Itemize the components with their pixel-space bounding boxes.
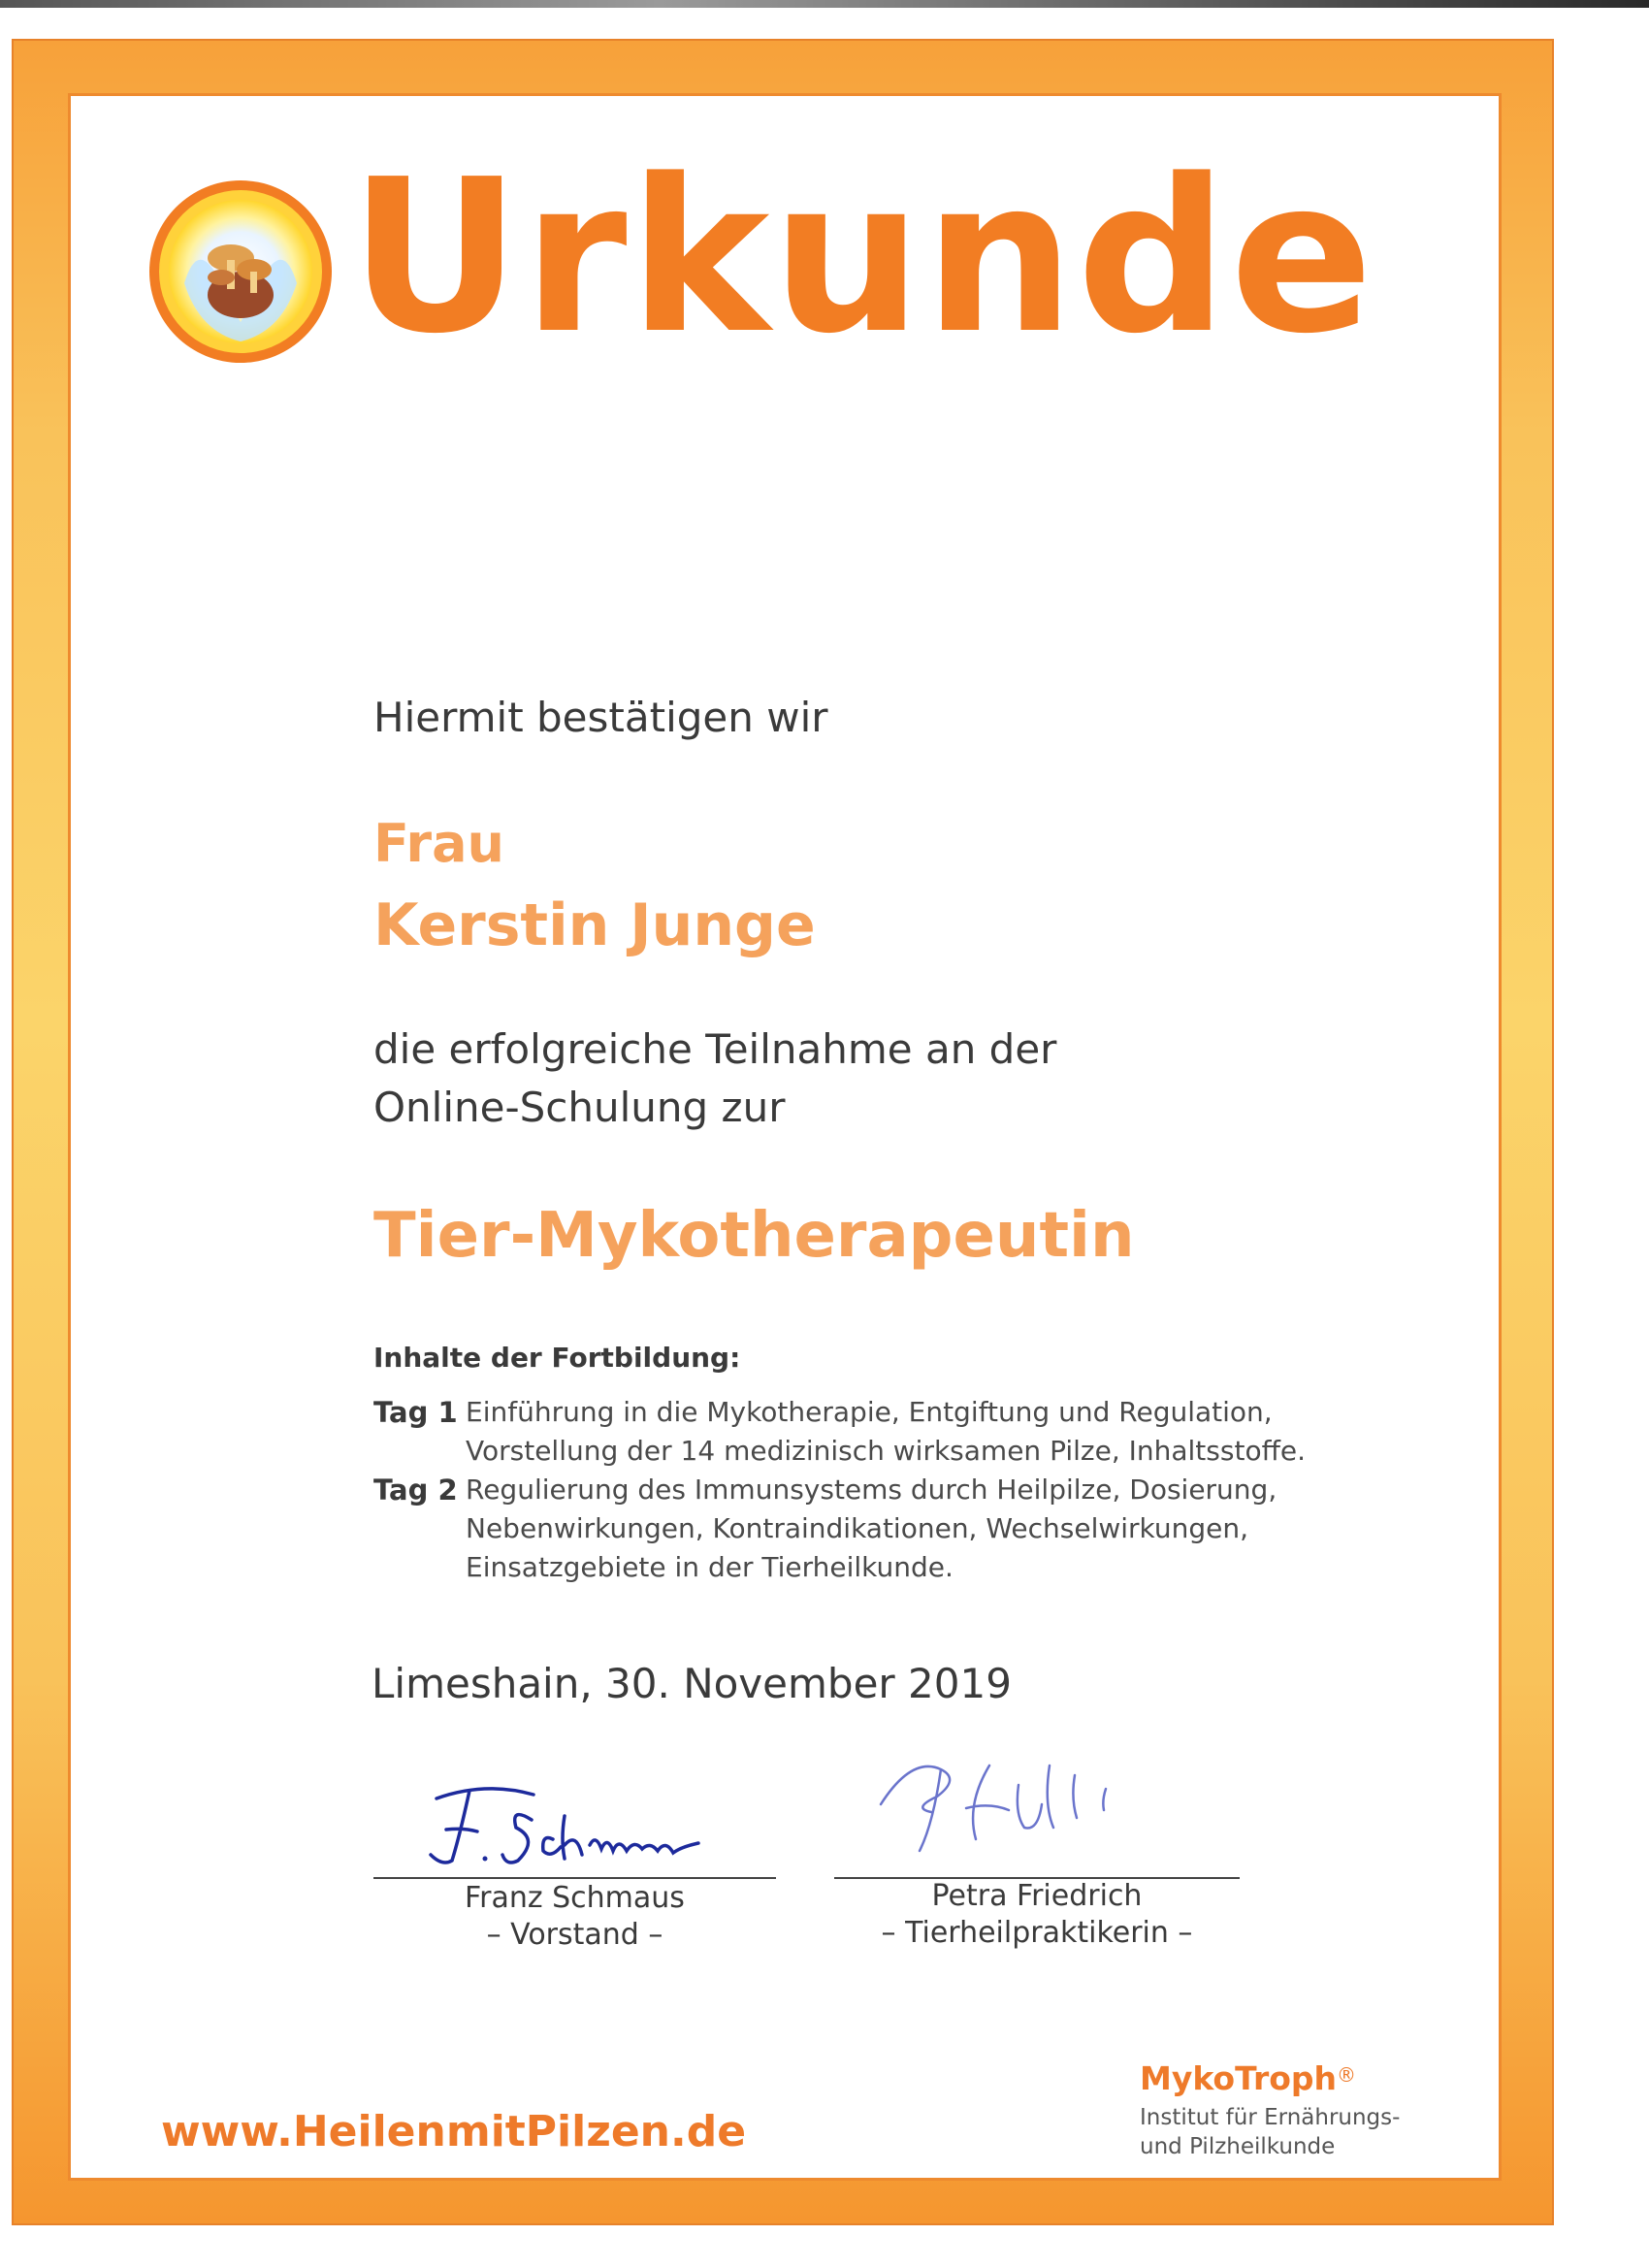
brand-text: MykoTroph xyxy=(1140,2059,1338,2097)
recipient-name: Kerstin Junge xyxy=(373,891,816,959)
participation-line-2: Online-Schulung zur xyxy=(373,1084,786,1131)
participation-line-1: die erfolgreiche Teilnahme an der xyxy=(373,1025,1057,1073)
signatory-1-name: Franz Schmaus xyxy=(465,1881,685,1915)
day-label: Tag 2 xyxy=(373,1474,458,1507)
website-url[interactable]: www.HeilenmitPilzen.de xyxy=(161,2107,747,2156)
registered-mark: ® xyxy=(1337,2063,1357,2087)
day-label: Tag 1 xyxy=(373,1396,458,1429)
signature-franz-schmaus xyxy=(417,1777,737,1874)
signatory-2-name: Petra Friedrich xyxy=(931,1879,1143,1913)
brand-subtitle-line-2: und Pilzheilkunde xyxy=(1140,2134,1336,2159)
contents-heading: Inhalte der Fortbildung: xyxy=(373,1342,741,1374)
signature-petra-friedrich xyxy=(873,1746,1193,1863)
brand-subtitle-line-1: Institut für Ernährungs- xyxy=(1140,2105,1401,2130)
day-content-line: Vorstellung der 14 medizinisch wirksamen Pilze, Inhaltsstoffe. xyxy=(466,1435,1306,1467)
day-content-line: Einführung in die Mykotherapie, Entgiftung und Regulation, xyxy=(466,1396,1273,1428)
certificate-panel xyxy=(68,93,1502,2181)
certificate-title: Urkunde xyxy=(349,135,1375,380)
place-date: Limeshain, 30. November 2019 xyxy=(372,1660,1012,1707)
mushroom-hands-logo-icon xyxy=(146,177,336,367)
signatory-2-role: – Tierheilpraktikerin – xyxy=(881,1916,1193,1950)
day-content-line: Nebenwirkungen, Kontraindikationen, Wechselwirkungen, xyxy=(466,1512,1249,1544)
course-title: Tier-Mykotherapeutin xyxy=(373,1200,1135,1272)
day-content-line: Regulierung des Immunsystems durch Heilpilze, Dosierung, xyxy=(466,1474,1277,1506)
day-content-line: Einsatzgebiete in der Tierheilkunde. xyxy=(466,1551,954,1583)
signature-line-1 xyxy=(373,1877,776,1879)
intro-text: Hiermit bestätigen wir xyxy=(373,694,828,741)
signatory-1-role: – Vorstand – xyxy=(486,1918,663,1952)
scan-edge xyxy=(0,0,1649,8)
salutation: Frau xyxy=(373,813,504,874)
brand-name xyxy=(1140,2058,1356,2099)
